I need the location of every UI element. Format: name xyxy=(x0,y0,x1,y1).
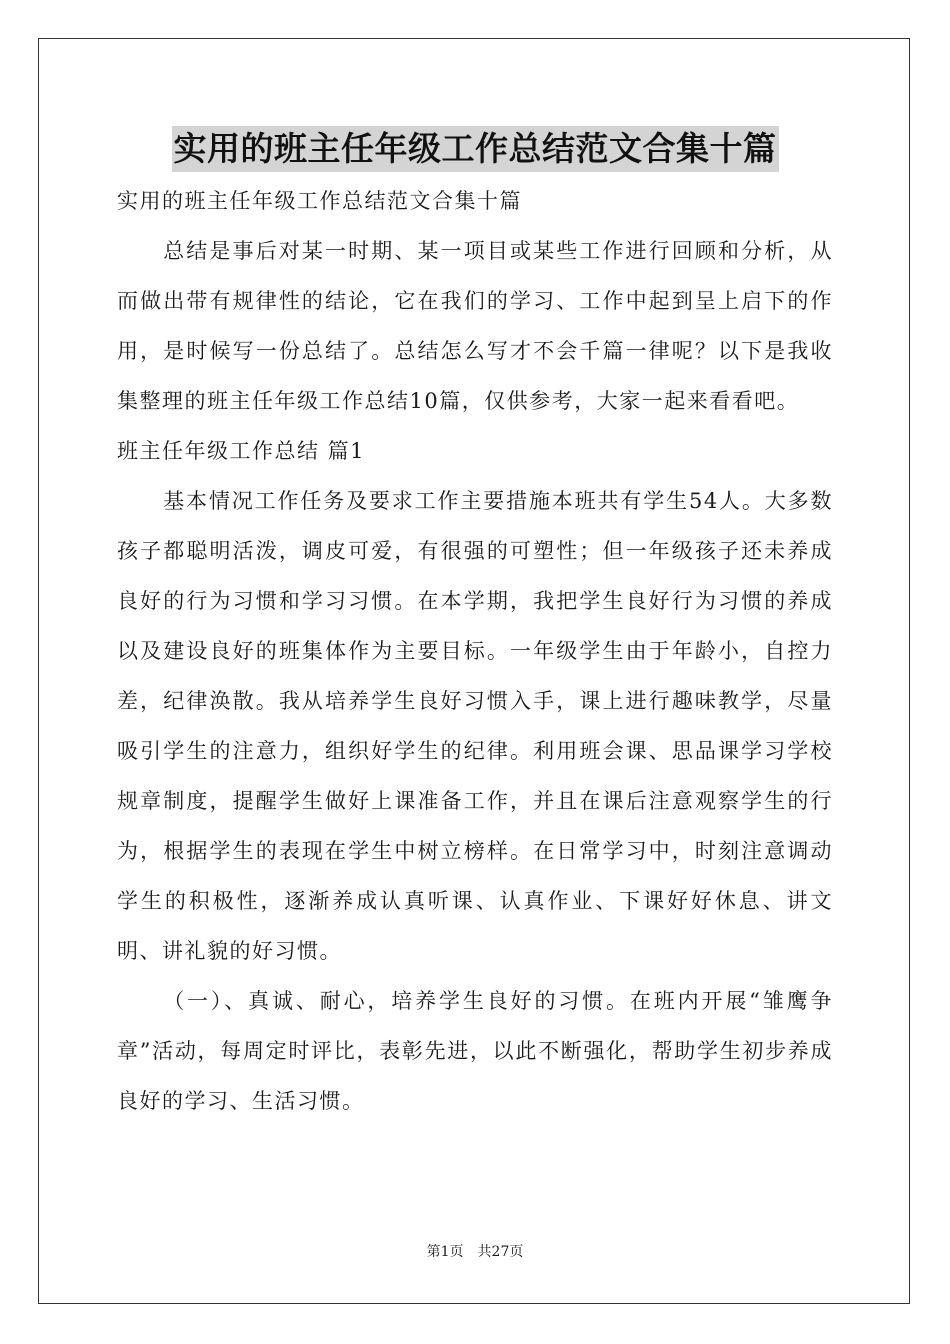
page-number: 第1页 xyxy=(426,1244,464,1260)
paragraph: 实用的班主任年级工作总结范文合集十篇 xyxy=(117,189,522,213)
page-total: 共27页 xyxy=(477,1244,524,1260)
section-heading: 班主任年级工作总结 篇1 xyxy=(117,439,366,463)
document-body xyxy=(117,176,833,1126)
document-title: 实用的班主任年级工作总结范文合集十篇 xyxy=(172,126,779,172)
page-footer xyxy=(0,1242,950,1262)
paragraph: 基本情况工作任务及要求工作主要措施本班共有学生54人。大多数孩子都聪明活泼，调皮可爱，有很强的可塑性；但一年级孩子还未养成良好的行为习惯和学习习惯。在本学期，我把学生良好行为习惯的养成以及建设良好的班集体作为主要目标。一年级学生由于年龄小，自控力差，纪律涣散。我从培养学生良好习惯入手，课上进行趣味教学，尽量吸引学生的注意力，组织好学生的纪律。利用班会课、思品课学习学校规章制度，提醒学生做好上课准备工作，并且在课后注意观察学生的行为，根据学生的表现在学生中树立榜样。在日常学习中，时刻注意调动学生的积极性，逐渐养成认真听课、认真作业、下课好好休息、讲文明、讲礼貌的好习惯。 xyxy=(117,489,833,963)
title-container xyxy=(0,126,950,172)
paragraph: （一）、真诚、耐心，培养学生良好的习惯。在班内开展“雏鹰争章”活动，每周定时评比，表彰先进，以此不断强化，帮助学生初步养成良好的学习、生活习惯。 xyxy=(117,989,833,1113)
paragraph: 总结是事后对某一时期、某一项目或某些工作进行回顾和分析，从而做出带有规律性的结论，它在我们的学习、工作中起到呈上启下的作用，是时候写一份总结了。总结怎么写才不会千篇一律呢？以下是我收集整理的班主任年级工作总结10篇，仅供参考，大家一起来看看吧。 xyxy=(117,239,833,413)
